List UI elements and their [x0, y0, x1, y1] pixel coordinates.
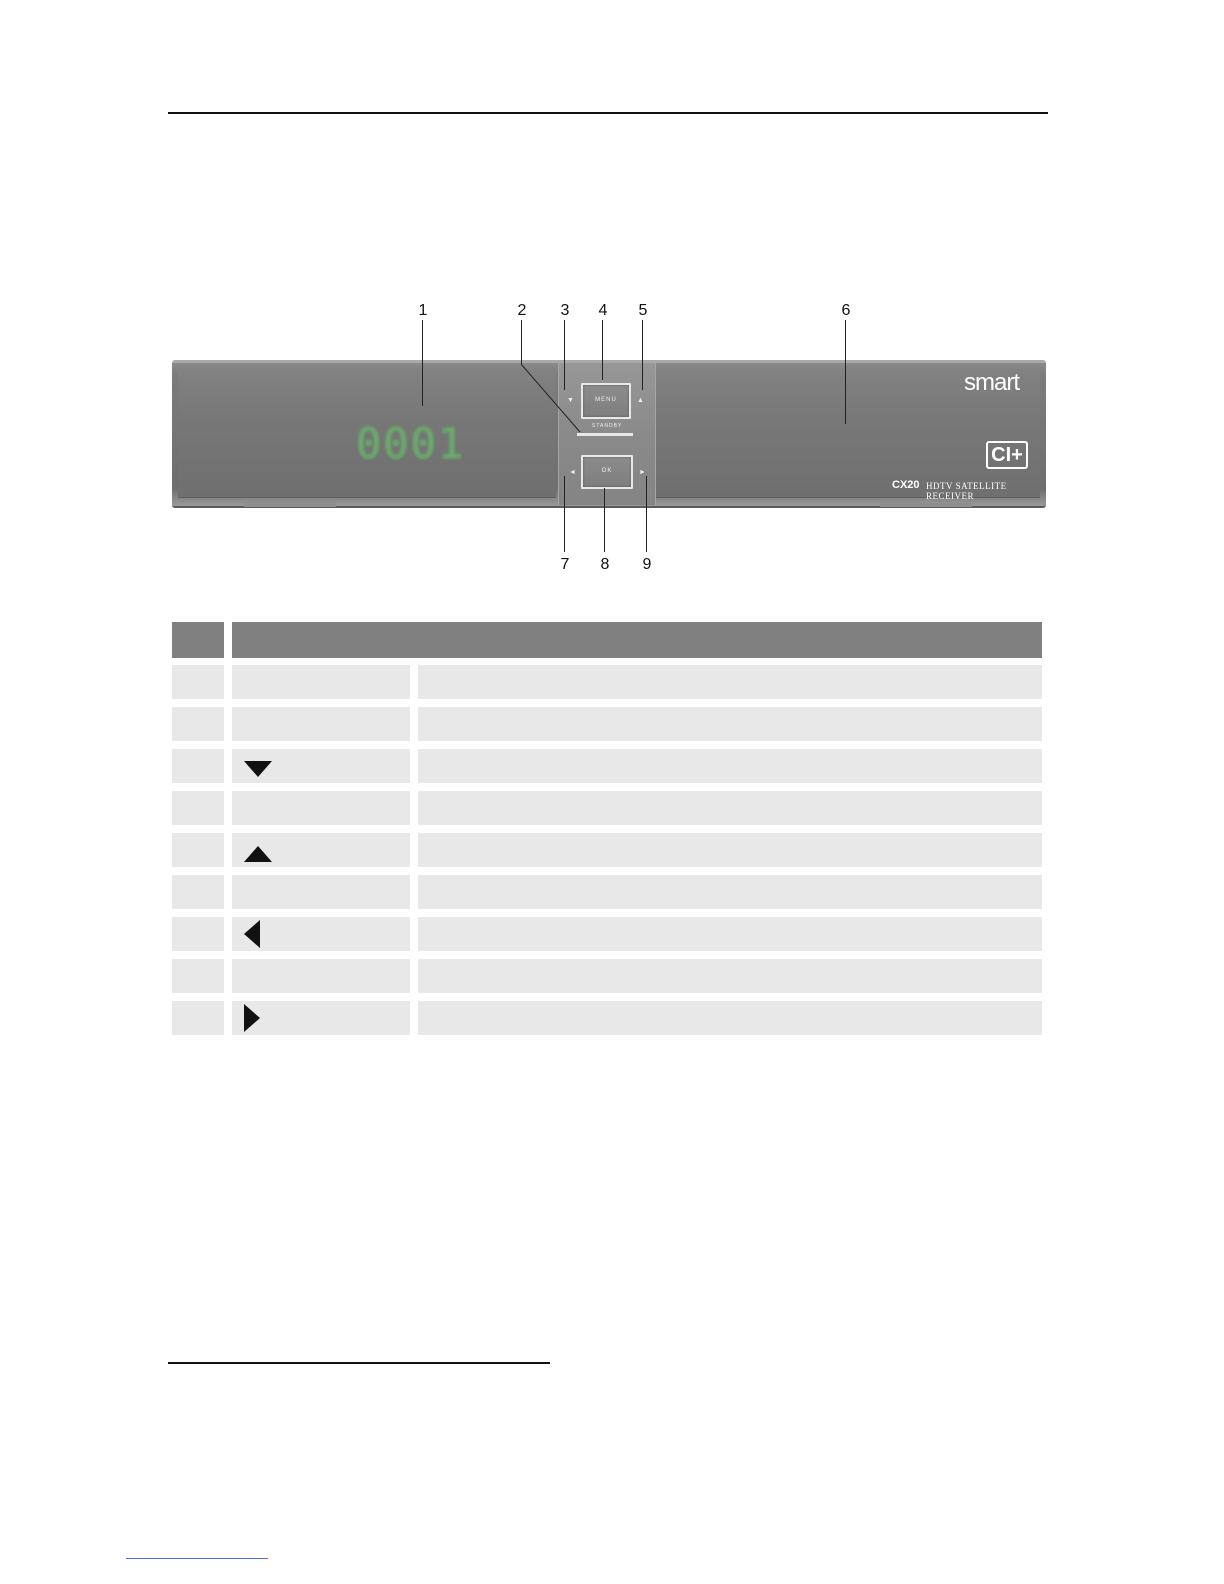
leader-line-9 — [646, 476, 647, 552]
leader-line-1 — [422, 320, 423, 406]
table-cell-control — [232, 1001, 410, 1035]
callout-1: 1 — [418, 302, 428, 319]
footnote-rule — [168, 1362, 550, 1364]
menu-button-label: MENU — [595, 397, 617, 403]
model-name: CX20 — [892, 479, 920, 491]
table-cell-number — [172, 707, 224, 741]
leader-line-2 — [521, 320, 522, 364]
standby-label: STANDBY — [592, 423, 623, 429]
up-arrow-icon — [244, 846, 272, 862]
table-cell-description — [418, 917, 1042, 951]
callout-3: 3 — [560, 302, 570, 319]
table-cell-number — [172, 959, 224, 993]
right-arrow-mark: ► — [639, 469, 646, 476]
table-cell-number — [172, 833, 224, 867]
table-cell-description — [418, 833, 1042, 867]
table-cell-control — [232, 791, 410, 825]
table-cell-description — [418, 707, 1042, 741]
leader-line-6 — [845, 320, 846, 424]
down-arrow-mark: ▼ — [567, 397, 574, 404]
down-arrow-icon — [244, 761, 272, 777]
table-cell-description — [418, 791, 1042, 825]
leader-line-2-diagonal — [518, 360, 588, 438]
callout-2: 2 — [517, 302, 527, 319]
table-cell-number — [172, 917, 224, 951]
leader-line-3 — [564, 320, 565, 390]
callout-4: 4 — [598, 302, 608, 319]
ok-button[interactable] — [581, 455, 633, 489]
leader-line-4 — [602, 320, 603, 380]
left-arrow-icon — [244, 920, 260, 948]
callout-5: 5 — [638, 302, 648, 319]
ok-button-label: OK — [601, 468, 613, 474]
table-cell-description — [418, 959, 1042, 993]
smart-logo: smart — [964, 369, 1019, 396]
footer-link-underline[interactable] — [126, 1558, 268, 1559]
table-cell-number — [172, 875, 224, 909]
table-cell-number — [172, 791, 224, 825]
display-panel — [178, 369, 556, 498]
table-header-number — [172, 622, 224, 658]
front-panel-figure — [168, 298, 1052, 580]
table-cell-description — [418, 749, 1042, 783]
table-header-description — [232, 622, 1042, 658]
right-foot — [880, 503, 972, 507]
left-arrow-mark: ◄ — [569, 469, 576, 476]
table-cell-description — [418, 875, 1042, 909]
table-cell-number — [172, 1001, 224, 1035]
menu-button[interactable] — [581, 383, 631, 419]
leader-line-7 — [564, 476, 565, 552]
model-description: HDTV SATELLITE RECEIVER — [926, 481, 1007, 501]
led-channel-display: 0001 — [356, 419, 466, 468]
table-cell-control — [232, 833, 410, 867]
table-cell-description — [418, 1001, 1042, 1035]
table-cell-control — [232, 749, 410, 783]
right-arrow-icon — [244, 1004, 260, 1032]
table-cell-control — [232, 707, 410, 741]
table-cell-number — [172, 749, 224, 783]
table-cell-description — [418, 665, 1042, 699]
callout-6: 6 — [841, 302, 851, 319]
table-cell-control — [232, 665, 410, 699]
table-cell-control — [232, 875, 410, 909]
leader-line-5 — [642, 320, 643, 390]
callout-8: 8 — [600, 556, 610, 573]
table-cell-number — [172, 665, 224, 699]
leader-line-8 — [604, 488, 605, 552]
header-rule — [168, 112, 1048, 114]
table-cell-control — [232, 959, 410, 993]
callout-7: 7 — [560, 556, 570, 573]
left-foot — [244, 503, 336, 507]
table-cell-control — [232, 917, 410, 951]
ci-plus-logo: CI+ — [986, 441, 1028, 469]
callout-9: 9 — [642, 556, 652, 573]
receiver-front-panel — [172, 360, 1046, 508]
up-arrow-mark: ▲ — [637, 397, 644, 404]
